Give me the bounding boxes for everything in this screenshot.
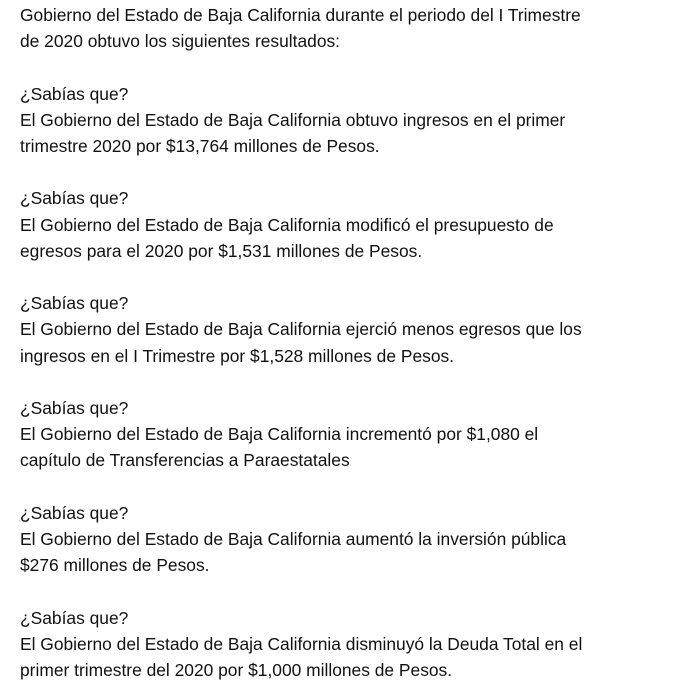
fact-heading: ¿Sabías que? [20,502,129,523]
fact-section [20,395,670,474]
document-body [20,2,670,683]
fact-section [20,185,670,264]
fact-text-line: trimestre 2020 por $13,764 millones de Pesos. [20,136,380,156]
fact-heading: ¿Sabías que? [20,607,129,628]
fact-text-line: El Gobierno del Estado de Baja California incrementó por $1,080 el [20,424,539,445]
fact-heading: ¿Sabías que? [20,83,129,104]
fact-text-line: $276 millones de Pesos. [20,555,210,576]
fact-text-line: El Gobierno del Estado de Baja California disminuyó la Deuda Total en el [20,633,583,654]
fact-text-line: El Gobierno del Estado de Baja California ejerció menos egresos que los [20,319,582,340]
intro-paragraph [20,2,670,54]
intro-line: de 2020 obtuvo los siguientes resultados: [20,31,341,52]
fact-text-line: El Gobierno del Estado de Baja California aumentó la inversión pública [20,528,567,549]
fact-text-line: primer trimestre del 2020 por $1,000 millones de Pesos. [20,659,453,680]
fact-text-line: egresos para el 2020 por $1,531 millones de Pesos. [20,240,423,261]
fact-heading: ¿Sabías que? [20,188,129,209]
fact-section [20,81,670,160]
fact-section [20,500,670,579]
fact-heading: ¿Sabías que? [20,397,129,418]
intro-line: Gobierno del Estado de Baja California durante el periodo del I Trimestre [20,5,581,25]
fact-heading: ¿Sabías que? [20,293,129,314]
fact-text-line: El Gobierno del Estado de Baja California modificó el presupuesto de [20,214,554,235]
fact-text-line: El Gobierno del Estado de Baja California obtuvo ingresos en el primer [20,109,566,130]
fact-section [20,605,670,683]
fact-text-line: capítulo de Transferencias a Paraestatales [20,450,350,471]
fact-text-line: ingresos en el I Trimestre por $1,528 millones de Pesos. [20,345,455,366]
fact-section [20,290,670,369]
